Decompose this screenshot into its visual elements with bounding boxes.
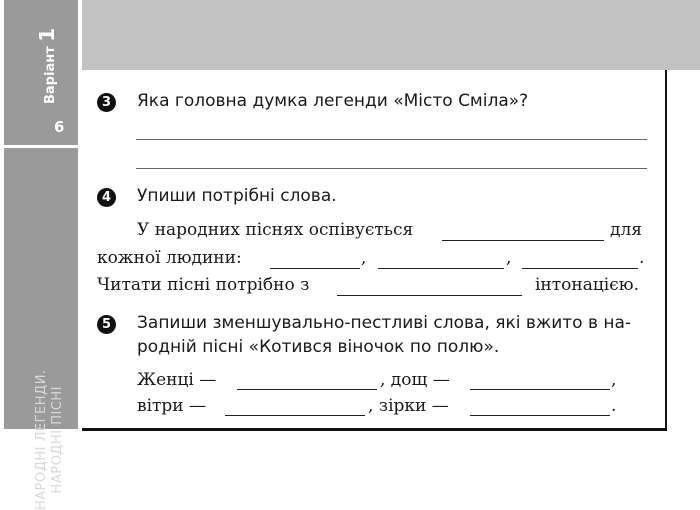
variant-label <box>35 28 59 104</box>
blank-9[interactable] <box>470 415 610 416</box>
word-vitry: вітри — <box>137 396 207 416</box>
text-fragment: інтонацією. <box>535 275 639 295</box>
task-5-question-line-1: Запиши зменшувально-пестливі слова, які вжито в на- <box>137 313 632 333</box>
comma: , <box>506 248 512 268</box>
task-4-number-badge: 4 <box>97 188 116 207</box>
blank-6[interactable] <box>237 389 377 390</box>
sidebar-tab-variant <box>4 0 78 145</box>
blank-8[interactable] <box>225 415 365 416</box>
task-4-line-1 <box>137 220 413 240</box>
blank-1[interactable] <box>442 240 604 241</box>
task-3-question: Яка головна думка легенди «Місто Сміла»? <box>137 91 529 111</box>
blank-7[interactable] <box>470 389 610 390</box>
comma: , <box>611 370 617 390</box>
word-zirky: , зірки — <box>368 396 449 416</box>
blank-2[interactable] <box>270 268 360 269</box>
blank-5[interactable] <box>337 295 522 296</box>
topic-line-1: НАРОДНІ ЛЕГЕНДИ. <box>34 369 49 510</box>
answer-line-1[interactable] <box>136 139 647 140</box>
task-3-number-badge: 3 <box>97 93 116 112</box>
task-5-number-badge: 5 <box>97 315 116 334</box>
word-doshch: , дощ — <box>380 370 450 390</box>
period: . <box>639 248 645 268</box>
topic-label <box>34 369 66 510</box>
variant-text: Варіант <box>43 46 58 104</box>
topic-line-2: НАРОДНІ ПІСНІ <box>50 386 65 494</box>
comma: , <box>361 248 367 268</box>
page-number: 6 <box>54 118 65 136</box>
text-fragment: У народних піснях оспівується <box>137 220 414 240</box>
task-4-line-2: кожної людини: <box>97 248 242 268</box>
sidebar-tab-topic <box>4 148 78 510</box>
task-4-question: Упиши потрібні слова. <box>137 186 337 206</box>
text-fragment: для <box>610 220 642 240</box>
header-bar <box>82 0 700 70</box>
word-zhentsi: Женці — <box>137 370 217 390</box>
period: . <box>611 396 617 416</box>
blank-4[interactable] <box>522 268 638 269</box>
task-4-line-3: Читати пісні потрібно з <box>97 275 310 295</box>
task-5-question-line-2: родній пісні «Котився віночок по полю». <box>137 337 500 357</box>
frame-border-right <box>665 70 667 431</box>
answer-line-2[interactable] <box>136 168 647 169</box>
variant-number: 1 <box>35 27 59 42</box>
frame-border-bottom <box>82 428 667 431</box>
blank-3[interactable] <box>378 268 504 269</box>
